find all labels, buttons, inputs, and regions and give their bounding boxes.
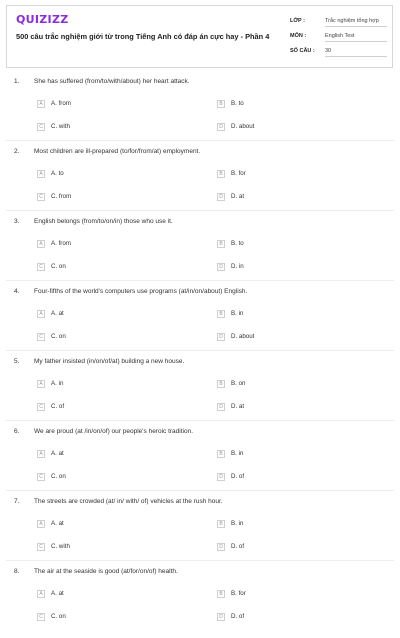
question-text: The air at the seaside is good (at/for/on/of) health. xyxy=(34,568,178,575)
option-text: C. on xyxy=(51,613,66,620)
option-letter-box: D xyxy=(217,613,225,621)
question-text: We are proud (at /in/on/of) our people's heroic tradition. xyxy=(34,428,194,435)
option-letter-box: A xyxy=(37,170,45,178)
meta-underline xyxy=(325,41,387,42)
question-item xyxy=(0,358,400,428)
question-number: 6. xyxy=(14,428,20,435)
option-text: B. to xyxy=(231,100,244,107)
option-text: D. at xyxy=(231,193,245,200)
question-number: 1. xyxy=(14,78,20,85)
option-letter-box: B xyxy=(217,450,225,458)
question-divider xyxy=(6,350,394,351)
option-text: D. in xyxy=(231,263,244,270)
option-text: B. to xyxy=(231,240,244,247)
option-letter-box: D xyxy=(217,263,225,271)
meta-value: 30 xyxy=(325,48,332,54)
option-letter-box: C xyxy=(37,543,45,551)
question-number: 4. xyxy=(14,288,20,295)
option-text: D. at xyxy=(231,403,245,410)
option-text: A. to xyxy=(51,170,64,177)
option-letter-box: C xyxy=(37,613,45,621)
option-letter-box: A xyxy=(37,590,45,598)
option-letter-box: B xyxy=(217,590,225,598)
question-divider xyxy=(6,280,394,281)
option-text: C. on xyxy=(51,333,66,340)
option-letter-box: A xyxy=(37,240,45,248)
question-divider xyxy=(6,560,394,561)
option-letter-box: D xyxy=(217,193,225,201)
meta-value: English Test xyxy=(325,33,355,39)
option-text: D. of xyxy=(231,613,245,620)
question-item xyxy=(0,498,400,568)
option-text: A. in xyxy=(51,380,64,387)
option-text: D. about xyxy=(231,123,255,130)
option-text: A. at xyxy=(51,590,64,597)
question-divider xyxy=(6,420,394,421)
option-text: B. in xyxy=(231,310,244,317)
question-text: My father insisted (in/on/of/at) building a new house. xyxy=(34,358,185,365)
option-text: C. with xyxy=(51,543,70,550)
question-number: 7. xyxy=(14,498,20,505)
option-letter-box: C xyxy=(37,193,45,201)
option-text: B. in xyxy=(231,520,244,527)
question-item xyxy=(0,148,400,218)
option-text: D. of xyxy=(231,473,245,480)
question-number: 8. xyxy=(14,568,20,575)
option-text: B. on xyxy=(231,380,246,387)
option-letter-box: A xyxy=(37,310,45,318)
option-letter-box: A xyxy=(37,520,45,528)
question-text: The streets are crowded (at/ in/ with/ of) vehicles at the rush hour. xyxy=(34,498,223,505)
option-text: C. with xyxy=(51,123,70,130)
option-text: A. from xyxy=(51,240,71,247)
question-text: Four-fifths of the world's computers use programs (at/in/on/about) English. xyxy=(34,288,248,295)
meta-underline xyxy=(325,56,387,57)
question-item xyxy=(0,428,400,498)
option-text: B. for xyxy=(231,590,246,597)
option-letter-box: B xyxy=(217,240,225,248)
option-letter-box: D xyxy=(217,473,225,481)
question-text: Most children are ill-prepared (to/for/from/at) employment. xyxy=(34,148,201,155)
option-letter-box: D xyxy=(217,403,225,411)
question-item xyxy=(0,288,400,358)
option-letter-box: C xyxy=(37,123,45,131)
option-text: C. of xyxy=(51,403,65,410)
option-letter-box: D xyxy=(217,543,225,551)
worksheet-header xyxy=(6,5,393,68)
option-letter-box: C xyxy=(37,263,45,271)
option-text: D. of xyxy=(231,543,245,550)
question-text: She has suffered (from/to/with/about) her heart attack. xyxy=(34,78,190,85)
option-text: B. for xyxy=(231,170,246,177)
question-number: 5. xyxy=(14,358,20,365)
meta-label: MÔN : xyxy=(290,33,307,39)
question-item xyxy=(0,568,400,638)
option-letter-box: C xyxy=(37,333,45,341)
option-letter-box: D xyxy=(217,333,225,341)
option-letter-box: A xyxy=(37,380,45,388)
option-letter-box: A xyxy=(37,100,45,108)
question-item xyxy=(0,218,400,288)
option-text: C. on xyxy=(51,473,66,480)
worksheet-title: 500 câu trắc nghiệm giới từ trong Tiếng Anh có đáp án cực hay - Phần 4 xyxy=(16,32,270,41)
option-text: A. at xyxy=(51,310,64,317)
question-divider xyxy=(6,210,394,211)
option-letter-box: B xyxy=(217,520,225,528)
option-letter-box: C xyxy=(37,473,45,481)
option-text: A. from xyxy=(51,100,71,107)
option-letter-box: B xyxy=(217,380,225,388)
option-letter-box: C xyxy=(37,403,45,411)
option-letter-box: A xyxy=(37,450,45,458)
question-number: 2. xyxy=(14,148,20,155)
option-text: D. about xyxy=(231,333,255,340)
question-number: 3. xyxy=(14,218,20,225)
question-text: English belongs (from/to/on/in) those who use it. xyxy=(34,218,173,225)
option-text: B. in xyxy=(231,450,244,457)
meta-label: LỚP : xyxy=(290,18,305,24)
question-divider xyxy=(6,140,394,141)
option-letter-box: B xyxy=(217,170,225,178)
meta-label: SỐ CÂU : xyxy=(290,48,315,54)
meta-underline xyxy=(325,26,387,27)
quizizz-logo: QUIZIZZ xyxy=(16,13,69,26)
option-text: C. from xyxy=(51,193,72,200)
option-text: A. at xyxy=(51,520,64,527)
option-text: A. at xyxy=(51,450,64,457)
option-text: C. on xyxy=(51,263,66,270)
meta-value: Trắc nghiệm tổng hợp xyxy=(325,18,379,24)
option-letter-box: B xyxy=(217,310,225,318)
question-divider xyxy=(6,490,394,491)
option-letter-box: D xyxy=(217,123,225,131)
option-letter-box: B xyxy=(217,100,225,108)
question-item xyxy=(0,78,400,148)
